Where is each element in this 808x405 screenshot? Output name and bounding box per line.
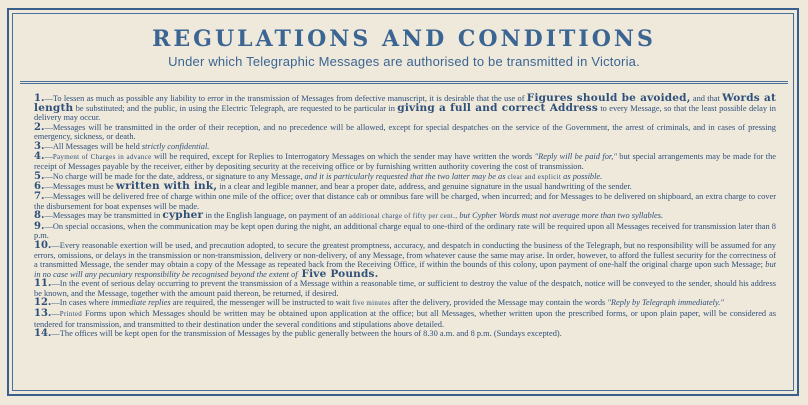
regulation-10 xyxy=(34,241,776,279)
small-caps-text: clear and explicit xyxy=(505,172,564,181)
regulation-number: 11. xyxy=(34,278,52,290)
regulation-text: — xyxy=(44,151,53,161)
regulation-7 xyxy=(34,192,776,211)
regulation-6 xyxy=(34,182,776,192)
emphasis-text: Figures should be avoided, xyxy=(526,92,691,104)
regulation-text: —In cases where xyxy=(51,298,112,308)
regulation-number: 9. xyxy=(34,220,45,232)
regulation-text: —The offices will be kept open for the transmission of Messages by the public generally between the hours of 8.30 a.m. and 8 p.m. (Sundays excepted). xyxy=(51,329,562,339)
regulation-text: —To lessen as much as possible any liability to error in the transmission of Messages from defective manuscript, it is desirable that the use of xyxy=(44,94,527,103)
page-subtitle: Under which Telegraphic Messages are authorised to be transmitted in Victoria. xyxy=(168,54,640,69)
regulation-text: Forms upon which Messages should be written may be obtained upon application at the office; but all Messages, whether written upon the prescribed forms, or upon plain paper, will be considered as tendered for transmission, and transmitted to their destination under the several conditions and stipulations above detailed. xyxy=(34,309,776,329)
regulation-number: 8. xyxy=(34,210,45,222)
italic-text: as possible. xyxy=(563,171,603,181)
italic-text: immediate replies xyxy=(111,298,171,308)
italic-text: "Reply will be paid for," xyxy=(534,151,617,161)
regulation-number: 14. xyxy=(34,328,52,340)
emphasis-text: written with ink, xyxy=(115,180,218,193)
small-caps-text: Printed xyxy=(59,310,83,319)
regulation-2 xyxy=(34,123,776,142)
regulation-text: and that xyxy=(690,94,723,103)
regulation-text: are required, the messenger will be instructed to wait xyxy=(170,298,353,308)
small-caps-text: five minutes xyxy=(352,299,391,308)
regulations-list xyxy=(34,94,776,339)
emphasis-text: giving a full and correct Address xyxy=(397,101,598,114)
regulation-14 xyxy=(34,329,776,339)
italic-text: strictly confidential. xyxy=(141,141,210,151)
small-caps-text: Payment of Charges in advance xyxy=(52,152,152,161)
regulation-text: —All Messages will be held xyxy=(44,141,142,151)
regulation-number: 10. xyxy=(34,239,52,251)
regulation-number: 4. xyxy=(34,150,45,162)
regulation-11 xyxy=(34,279,776,298)
regulation-text: be substituted; and the public, in using the Electric Telegraph, are requested to be particular in xyxy=(73,103,398,113)
italic-text: but Cypher Words must not average more than two syllables. xyxy=(457,211,664,221)
regulation-4 xyxy=(34,152,776,172)
regulation-text: —Messages may be transmitted in xyxy=(44,211,163,221)
regulation-number: 6. xyxy=(34,181,45,193)
emphasis-text: Five Pounds. xyxy=(297,267,379,280)
italic-text: and it is particularly requested that the two latter may be as xyxy=(304,171,506,181)
regulation-3 xyxy=(34,142,776,152)
divider-line xyxy=(20,83,788,84)
regulation-8 xyxy=(34,211,776,222)
regulation-text: —In the event of serious delay occurring to prevent the transmission of a Message within a reasonable time, or sufficient to destroy the value of the despatch, notice will be conveyed to the sender, should his address be known, and the Message, together with the amount paid thereon, be returned, if desired. xyxy=(34,279,776,298)
italic-text: but in no case will any pecuniary responsibility be recognised beyond the extent of xyxy=(34,260,776,279)
regulation-text: — xyxy=(51,309,60,319)
regulation-number: 5. xyxy=(34,170,45,182)
regulation-text: after the delivery, provided the Message may contain the words xyxy=(390,298,608,308)
regulation-text: —Messages will be transmitted in the order of their reception, and no precedence will be allowed, except for special despatches on the service of the Government, the arrest of criminals, and in cases of pressing emergency, sickness, or death. xyxy=(34,122,776,142)
regulation-13 xyxy=(34,309,776,329)
regulation-number: 2. xyxy=(34,121,45,133)
page-title: REGULATIONS AND CONDITIONS xyxy=(152,26,656,52)
regulation-12 xyxy=(34,298,776,309)
regulation-text: in the English language, on payment of an xyxy=(203,211,349,221)
regulation-number: 3. xyxy=(34,140,45,152)
regulation-9 xyxy=(34,222,776,241)
regulation-text: will be required, except for Replies to Interrogatory Messages on which the sender may have written the words xyxy=(151,151,535,161)
italic-text: "Reply by Telegraph immediately." xyxy=(607,298,724,308)
regulation-text: —Messages will be delivered free of charge within one mile of the office; over that distance cab or omnibus fare will be charged, when incurred; and for Messages to be delivered on shipboard, an extra charge to cover the disbursement for boat expenses will be made. xyxy=(34,191,776,211)
regulation-text: —Every reasonable exertion will be used, and precaution adopted, to secure the greatest promptness, accuracy, and despatch in conducting the business of the Telegraph, but no responsibility will be assumed for any errors, omissions, or delays in the transmission or non-transmission, delivery or non-delivery, of any Message, from whatever cause the same may arise. In order, however, to afford the fullest security for the correctness of a transmitted Message, the sender may obtain a copy of the Message as repeated back from the Receiving Office, if within the bounds of this colony, upon payment of one-half the original charge upon such Message; xyxy=(34,240,776,270)
regulation-number: 7. xyxy=(34,190,45,202)
regulation-number: 12. xyxy=(34,297,52,309)
regulation-number: 1. xyxy=(34,93,45,104)
regulation-text: —Messages must be xyxy=(44,182,116,192)
emphasis-text: cypher xyxy=(162,209,204,222)
regulation-text: in a clear and legible manner, and bear a proper date, address, and genuine signature in the usual handwriting of the sender. xyxy=(217,182,632,192)
regulation-text: —No charge will be made for the date, address, or signature to any Message, xyxy=(44,171,305,181)
regulation-number: 13. xyxy=(34,308,52,320)
divider-line xyxy=(20,81,788,82)
regulation-text: —On special occasions, when the communication may be kept open during the night, an additional charge equal to one-third of the ordinary rate will be required upon all Messages received for transmission later than 8 p.m. xyxy=(34,221,776,241)
regulation-1 xyxy=(34,94,776,123)
regulation-text: to every Message, so that the least possible delay in delivery may occur. xyxy=(34,103,776,123)
regulation-text: but special arrangements may be made for the receipt of Messages payable by the receiver, either by depositing security at the receiving office or by furnishing written authority covering the cost of transmission. xyxy=(34,151,776,172)
emphasis-text: Words at length xyxy=(34,92,776,114)
small-caps-text: additional charge of fifty per cent., xyxy=(348,212,458,221)
